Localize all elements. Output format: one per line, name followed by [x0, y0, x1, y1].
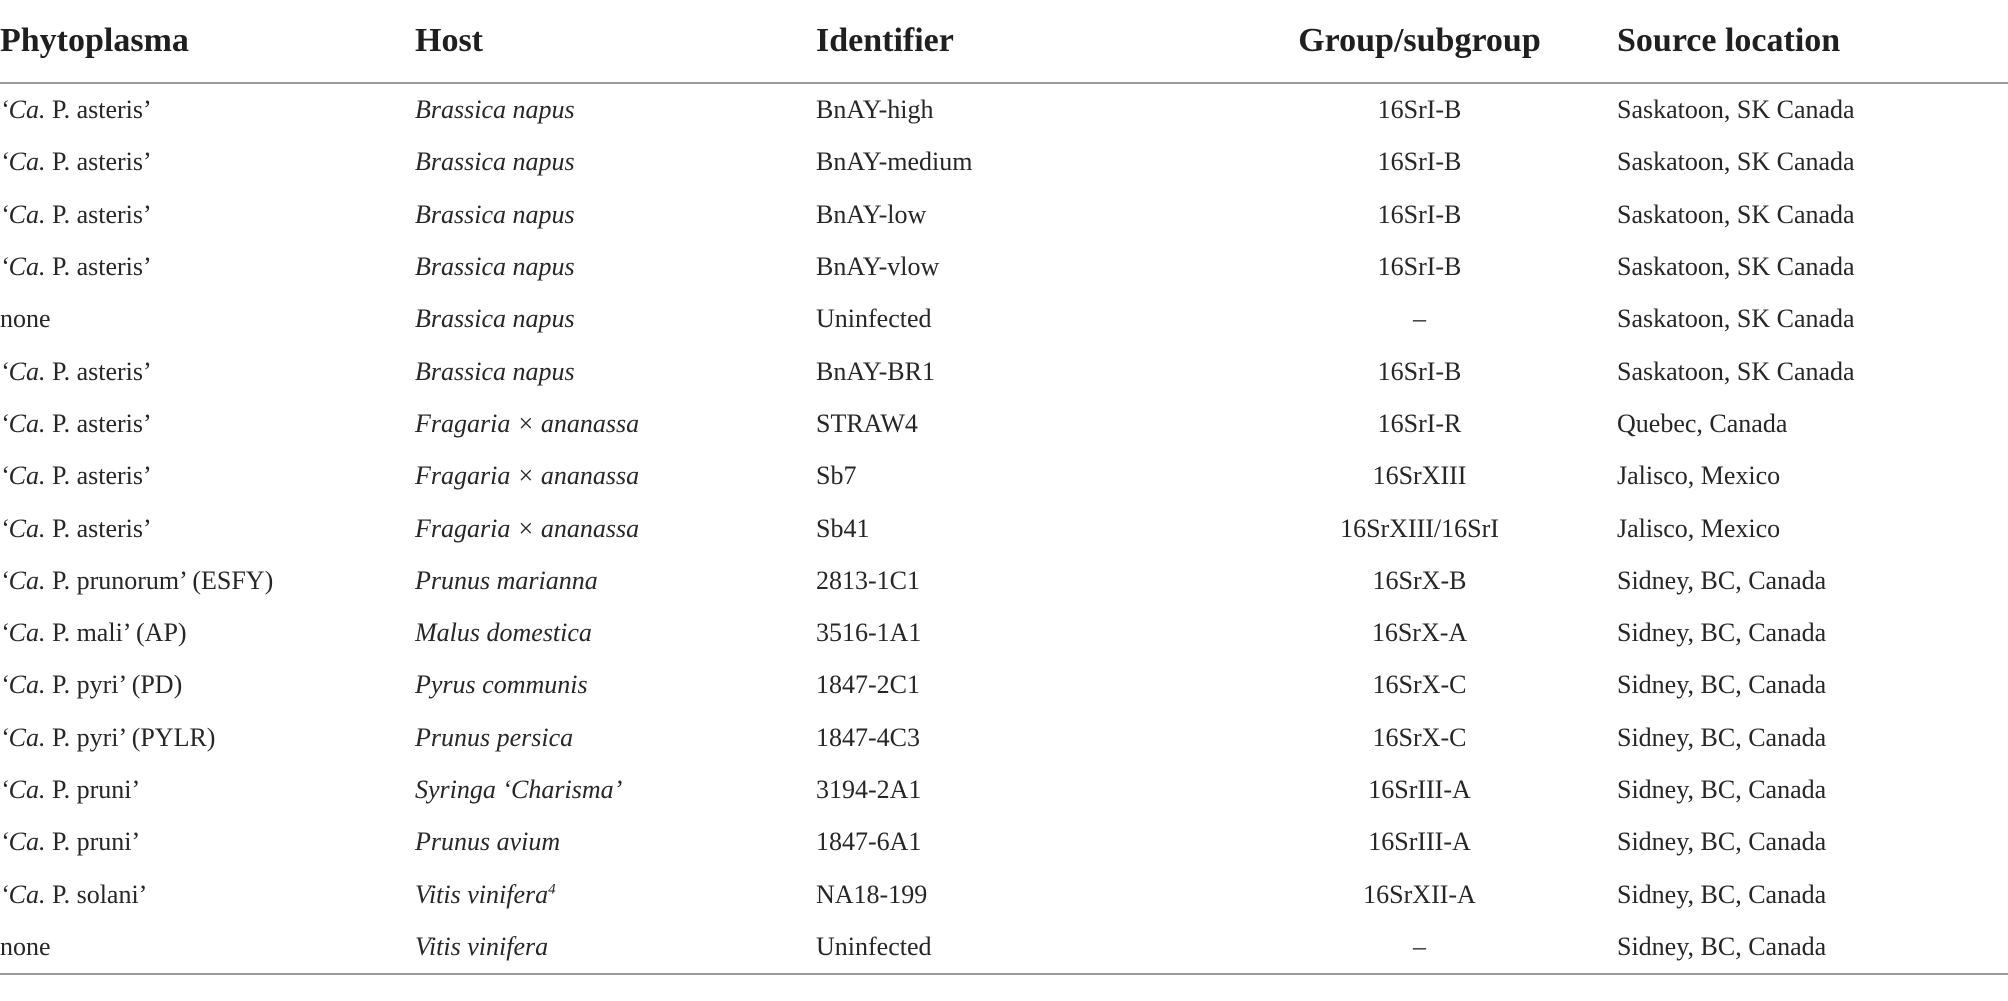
cell-group-subgroup: 16SrIII-A	[1368, 775, 1471, 804]
cell-phytoplasma	[0, 764, 415, 816]
cell-phytoplasma	[0, 136, 415, 188]
cell-identifier: Uninfected	[816, 304, 932, 334]
cell-phytoplasma	[0, 555, 415, 607]
cell-phytoplasma	[0, 607, 415, 659]
ca-prefix: ‘Ca.	[0, 147, 46, 177]
cell-identifier: 3194-2A1	[816, 775, 922, 804]
ca-prefix: ‘Ca.	[0, 565, 46, 595]
phytoplasma-name: P. asteris’	[45, 95, 152, 125]
cell-identifier: BnAY-medium	[816, 147, 973, 177]
cell-group-subgroup: 16SrXII-A	[1363, 879, 1476, 909]
host-name: Brassica napus	[415, 147, 575, 177]
cell-source-location: Sidney, BC, Canada	[1617, 618, 1827, 648]
table-row	[0, 659, 2008, 711]
cell-host	[415, 816, 816, 868]
cell-group-subgroup: 16SrI-R	[1377, 408, 1462, 438]
cell-host	[415, 555, 816, 607]
cell-identifier: BnAY-vlow	[816, 252, 940, 282]
host-name: Brassica napus	[415, 252, 575, 282]
cell-host	[415, 293, 816, 345]
ca-prefix: ‘Ca.	[0, 461, 46, 491]
ca-prefix: ‘Ca.	[0, 252, 46, 282]
ca-prefix: ‘Ca.	[0, 775, 46, 804]
cell-source-location: Saskatoon, SK Canada	[1617, 356, 1855, 386]
cell-phytoplasma	[0, 241, 415, 293]
cell-group-subgroup: 16SrI-B	[1377, 95, 1462, 125]
table-row	[0, 241, 2008, 293]
host-name: Brassica napus	[415, 304, 575, 334]
phytoplasma-name: P. pyri’ (PYLR)	[45, 722, 216, 752]
cell-source-location: Saskatoon, SK Canada	[1617, 199, 1855, 229]
table-row	[0, 345, 2008, 397]
cell-identifier: 1847-6A1	[816, 827, 922, 857]
cell-identifier: BnAY-low	[816, 199, 927, 229]
cell-host	[415, 241, 816, 293]
cell-source-location: Jalisco, Mexico	[1617, 513, 1781, 543]
phytoplasma-name: P. pyri’ (PD)	[45, 670, 183, 700]
table-row	[0, 712, 2008, 764]
host-name: Pyrus communis	[415, 670, 588, 700]
cell-host	[415, 712, 816, 764]
cell-phytoplasma	[0, 816, 415, 868]
ca-prefix: ‘Ca.	[0, 199, 46, 229]
ca-prefix: ‘Ca.	[0, 513, 46, 543]
cell-identifier: BnAY-high	[816, 95, 934, 125]
header-identifier: Identifier	[816, 0, 1222, 83]
ca-prefix: ‘Ca.	[0, 722, 46, 752]
cell-identifier: STRAW4	[816, 408, 918, 438]
cell-group-subgroup: 16SrX-A	[1371, 618, 1468, 648]
table-row	[0, 136, 2008, 188]
cell-identifier: 1847-4C3	[816, 722, 920, 752]
cell-phytoplasma	[0, 189, 415, 241]
cell-group-subgroup: –	[1222, 921, 1617, 974]
cell-host	[415, 607, 816, 659]
ca-prefix: ‘Ca.	[0, 670, 46, 700]
cell-group-subgroup: 16SrXIII	[1372, 461, 1467, 491]
table-row	[0, 868, 2008, 920]
cell-identifier: BnAY-BR1	[816, 356, 935, 386]
cell-host	[415, 659, 816, 711]
cell-group-subgroup: 16SrXIII/16SrI	[1340, 513, 1499, 543]
table-row	[0, 607, 2008, 659]
ca-prefix: ‘Ca.	[0, 408, 46, 438]
cell-phytoplasma	[0, 293, 415, 345]
header-row	[0, 0, 2008, 83]
ca-prefix: ‘Ca.	[0, 356, 46, 386]
phytoplasma-name: P. asteris’	[45, 199, 152, 229]
cell-source-location: Sidney, BC, Canada	[1617, 565, 1827, 595]
table-row	[0, 293, 2008, 345]
cell-source-location: Sidney, BC, Canada	[1617, 775, 1827, 804]
cell-phytoplasma	[0, 450, 415, 502]
cell-group-subgroup: –	[1413, 304, 1426, 334]
host-name: Brassica napus	[415, 356, 575, 386]
table-row	[0, 502, 2008, 554]
cell-group-subgroup: 16SrX-B	[1372, 565, 1467, 595]
cell-host	[415, 189, 816, 241]
cell-group-subgroup: 16SrI-B	[1377, 252, 1462, 282]
table-header	[0, 0, 2008, 83]
cell-source-location: Saskatoon, SK Canada	[1617, 252, 1855, 282]
phytoplasma-name: P. mali’ (AP)	[45, 618, 187, 648]
cell-identifier: 1847-2C1	[816, 670, 920, 700]
table-body	[0, 83, 2008, 974]
phytoplasma-name: P. asteris’	[45, 356, 152, 386]
cell-source-location: Sidney, BC, Canada	[1617, 879, 1827, 909]
cell-source-location: Sidney, BC, Canada	[1617, 827, 1827, 857]
cell-phytoplasma	[0, 345, 415, 397]
table-row	[0, 83, 2008, 136]
cell-source-location: Jalisco, Mexico	[1617, 461, 1781, 491]
cell-phytoplasma	[0, 868, 415, 920]
host-footnote: 4	[548, 880, 556, 897]
table-row	[0, 189, 2008, 241]
cell-group-subgroup: 16SrX-C	[1372, 722, 1467, 752]
host-name: Fragaria × ananassa	[415, 408, 640, 438]
cell-identifier: Sb41	[816, 513, 870, 543]
phytoplasma-name: P. asteris’	[45, 513, 152, 543]
cell-phytoplasma	[0, 398, 415, 450]
table-row	[0, 398, 2008, 450]
host-name: Brassica napus	[415, 95, 575, 125]
cell-host	[415, 83, 816, 136]
host-name: Prunus avium	[415, 827, 561, 857]
cell-identifier: 3516-1A1	[816, 618, 922, 648]
cell-host	[415, 450, 816, 502]
host-name: Syringa ‘Charisma’	[415, 775, 623, 804]
ca-prefix: ‘Ca.	[0, 95, 46, 125]
cell-host	[415, 398, 816, 450]
phytoplasma-name: P. prunorum’ (ESFY)	[45, 565, 274, 595]
header-source-location: Source location	[1617, 0, 2008, 83]
cell-source-location: Sidney, BC, Canada	[1617, 722, 1827, 752]
cell-identifier: NA18-199	[816, 879, 928, 909]
phytoplasma-name: P. asteris’	[45, 408, 152, 438]
cell-source-location: Saskatoon, SK Canada	[1617, 147, 1855, 177]
header-group-subgroup: Group/subgroup	[1222, 0, 1617, 83]
cell-phytoplasma	[0, 921, 415, 974]
phytoplasma-name: P. solani’	[45, 879, 148, 909]
ca-prefix: ‘Ca.	[0, 827, 46, 857]
cell-source-location: Saskatoon, SK Canada	[1617, 95, 1855, 125]
host-name: Prunus persica	[415, 722, 574, 752]
table-row	[0, 816, 2008, 868]
host-name: Brassica napus	[415, 199, 575, 229]
cell-host	[415, 764, 816, 816]
cell-identifier: Uninfected	[816, 921, 1222, 974]
cell-source-location: Saskatoon, SK Canada	[1617, 304, 1855, 334]
cell-host	[415, 502, 816, 554]
host-name: Vitis vinifera	[415, 879, 549, 909]
header-host: Host	[415, 0, 816, 83]
ca-prefix: ‘Ca.	[0, 618, 46, 648]
cell-source-location: Quebec, Canada	[1617, 408, 1788, 438]
cell-source-location: Sidney, BC, Canada	[1617, 921, 2008, 974]
host-name: Fragaria × ananassa	[415, 461, 640, 491]
phytoplasma-name: none	[0, 931, 51, 961]
phytoplasma-name: P. asteris’	[45, 147, 152, 177]
cell-identifier: Sb7	[816, 461, 857, 491]
phytoplasma-name: P. pruni’	[45, 775, 141, 804]
table-row	[0, 555, 2008, 607]
table-row	[0, 450, 2008, 502]
phytoplasma-name: P. asteris’	[45, 252, 152, 282]
phytoplasma-name: P. asteris’	[45, 461, 152, 491]
cell-group-subgroup: 16SrX-C	[1372, 670, 1467, 700]
cell-host	[415, 921, 816, 974]
ca-prefix: ‘Ca.	[0, 879, 46, 909]
host-name: Malus domestica	[415, 618, 592, 648]
phytoplasma-name: P. pruni’	[45, 827, 141, 857]
table-row	[0, 921, 2008, 974]
cell-phytoplasma	[0, 83, 415, 136]
cell-identifier: 2813-1C1	[816, 565, 920, 595]
cell-group-subgroup: 16SrI-B	[1377, 356, 1462, 386]
cell-source-location: Sidney, BC, Canada	[1617, 670, 1827, 700]
header-phytoplasma: Phytoplasma	[0, 0, 415, 83]
host-name: Fragaria × ananassa	[415, 513, 640, 543]
cell-group-subgroup: 16SrI-B	[1377, 147, 1462, 177]
cell-phytoplasma	[0, 502, 415, 554]
cell-group-subgroup: 16SrIII-A	[1368, 827, 1471, 857]
cell-host	[415, 136, 816, 188]
host-name: Vitis vinifera	[415, 931, 549, 961]
cell-phytoplasma	[0, 659, 415, 711]
host-name: Prunus marianna	[415, 565, 598, 595]
cell-host	[415, 345, 816, 397]
cell-phytoplasma	[0, 712, 415, 764]
cell-group-subgroup: 16SrI-B	[1377, 199, 1462, 229]
cell-host	[415, 868, 816, 920]
phytoplasma-name: none	[0, 304, 51, 334]
table-row	[0, 764, 2008, 816]
